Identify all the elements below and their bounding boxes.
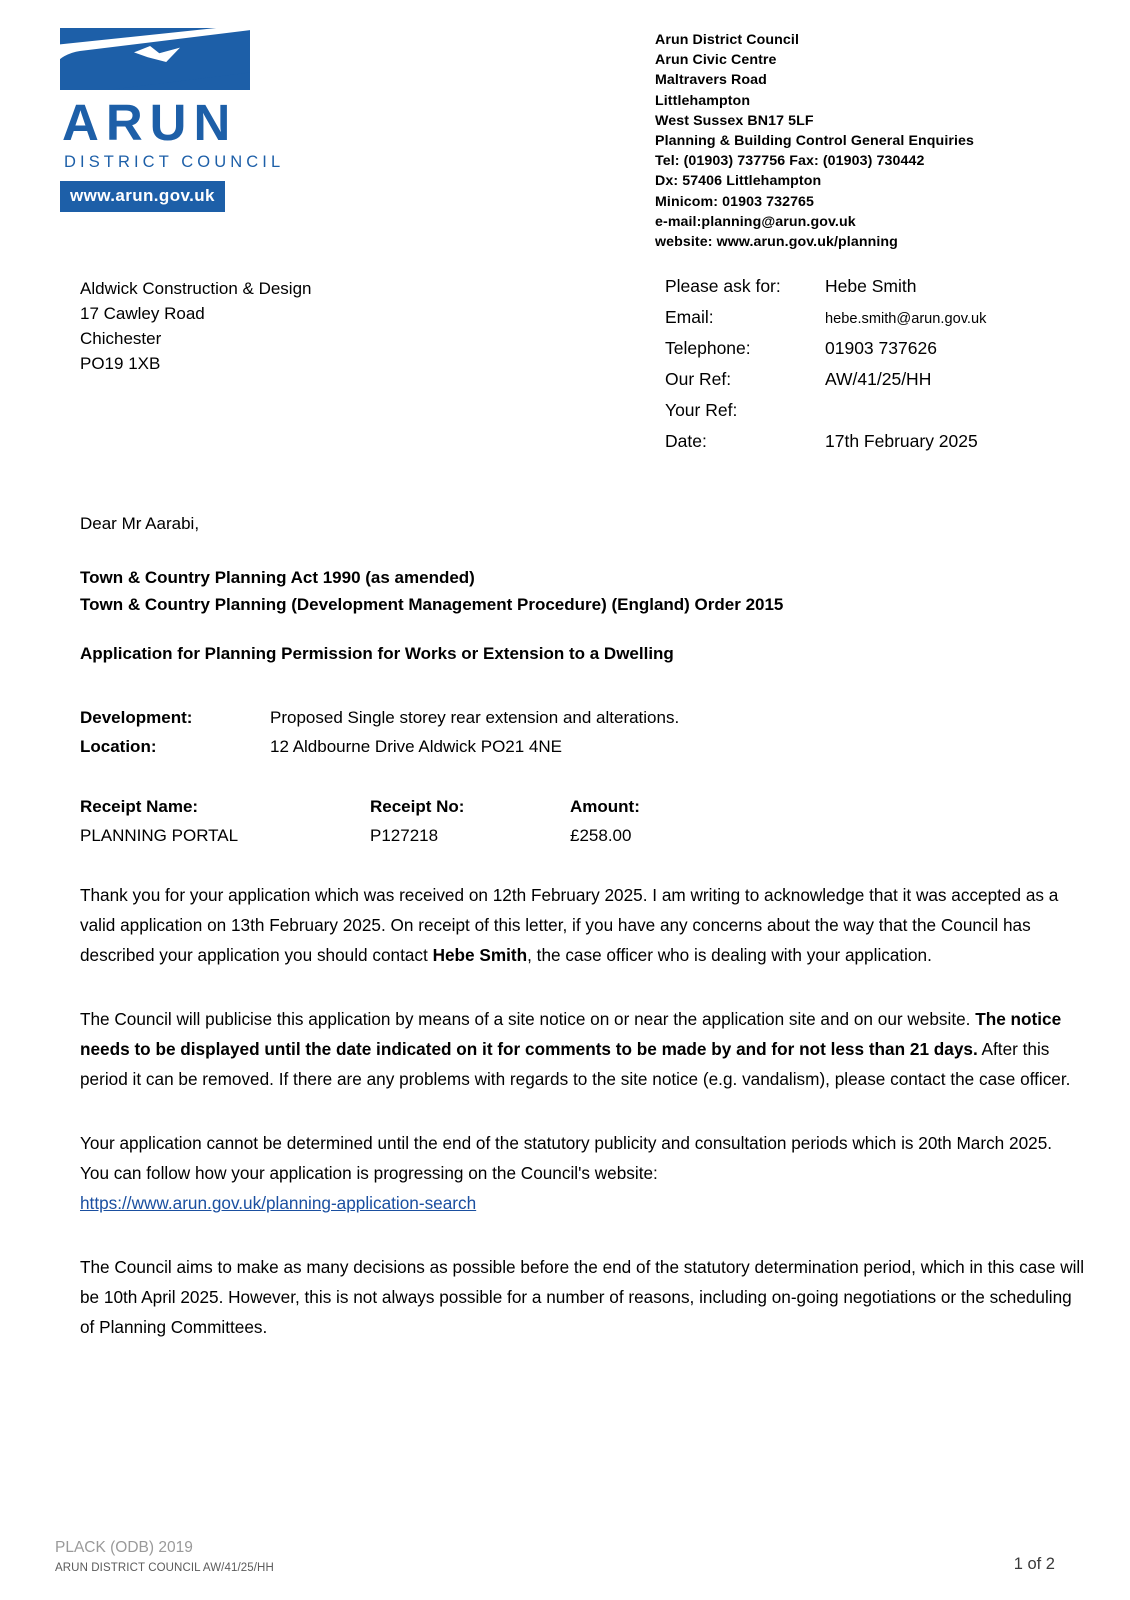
receipt-header-row [80, 797, 1085, 817]
logo-subtitle: DISTRICT COUNCIL [64, 152, 285, 171]
council-address-line: West Sussex BN17 5LF [655, 112, 814, 129]
meta-row-please-ask-for [665, 276, 1085, 297]
council-address-line: e-mail:planning@arun.gov.uk [655, 213, 856, 230]
site-notice-emphasis: The notice needs to be displayed until the date indicated on it for comments to be made by and for not less than 21 days. [80, 1009, 1062, 1060]
case-officer-name: Hebe Smith [432, 945, 528, 966]
meta-label: Our Ref: [665, 369, 732, 390]
receipt-value-number: P127218 [370, 826, 439, 846]
paragraph-text: After this period it can be removed. If there are any problems with regards to the site notice (e.g. vandalism), please contact the case officer. [80, 1039, 1071, 1090]
council-address-block [655, 28, 1085, 252]
meta-row-email [665, 307, 1085, 328]
legislation-block [80, 564, 1085, 618]
detail-key: Development: [80, 708, 193, 728]
addressee-line: PO19 1XB [80, 354, 161, 374]
letter-header [0, 0, 1130, 252]
receipt-header-name: Receipt Name: [80, 797, 199, 817]
receipt-table [80, 797, 1085, 846]
paragraph-acknowledgement [45, 880, 1085, 970]
detail-row-development [80, 708, 1085, 728]
legislation-line: Town & Country Planning Act 1990 (as amended) [80, 568, 475, 588]
paragraph-text: , the case officer who is dealing with your application. [527, 945, 932, 966]
addressee-line: Aldwick Construction & Design [80, 279, 312, 299]
meta-label: Your Ref: [665, 400, 738, 421]
footer-sub-reference: ARUN DISTRICT COUNCIL AW/41/25/HH [55, 1562, 274, 1574]
letter-footer [45, 1539, 1085, 1574]
detail-row-location [80, 737, 1085, 757]
council-address-line: Arun Civic Centre [655, 52, 777, 69]
council-address-line: Dx: 57406 Littlehampton [655, 173, 822, 190]
paragraph-text: Your application cannot be determined until the end of the statutory publicity and consultation periods which is 20th March 2025. You can follow how your application is progressing on the Council's website: [80, 1133, 1053, 1184]
council-address-line: Minicom: 01903 732765 [655, 193, 815, 210]
council-address-line: Planning & Building Control General Enquiries [655, 133, 975, 150]
meta-label: Date: [665, 431, 707, 452]
addressee-and-meta [0, 252, 1130, 462]
paragraph-publicity [45, 1004, 1085, 1094]
footer-left-block [45, 1539, 274, 1574]
receipt-value-name: PLANNING PORTAL [80, 826, 239, 846]
letter-meta-block [665, 276, 1085, 462]
meta-row-our-ref [665, 369, 1085, 390]
meta-value: 17th February 2025 [825, 431, 978, 452]
paragraph-text: Thank you for your application which was received on 12th February 2025. I am writing to acknowledge that it was accepted as a valid application on 13th February 2025. On receipt of this letter, if you have any concerns about the way that the Council has described your application you should contact [80, 885, 1059, 966]
receipt-header-number: Receipt No: [370, 797, 465, 817]
meta-row-date [665, 431, 1085, 452]
receipt-value-row [80, 826, 1085, 846]
meta-value: hebe.smith@arun.gov.uk [825, 311, 987, 328]
application-title: Application for Planning Permission for Works or Extension to a Dwelling [80, 644, 674, 664]
legislation-line: Town & Country Planning (Development Management Procedure) (England) Order 2015 [80, 595, 784, 615]
addressee-line: 17 Cawley Road [80, 304, 205, 324]
meta-label: Email: [665, 307, 714, 328]
meta-label: Please ask for: [665, 276, 781, 297]
application-details [80, 708, 1085, 757]
footer-reference: PLACK (ODB) 2019 [55, 1539, 193, 1556]
meta-row-telephone [665, 338, 1085, 359]
receipt-header-amount: Amount: [570, 797, 640, 817]
salutation: Dear Mr Aarabi, [80, 514, 200, 534]
council-address-line: Maltravers Road [655, 72, 767, 89]
arun-wave-icon [60, 28, 250, 90]
meta-label: Telephone: [665, 338, 751, 359]
council-address-line: Tel: (01903) 737756 Fax: (01903) 730442 [655, 153, 925, 170]
logo-wordmark: ARUN [62, 94, 238, 151]
paragraph-decisions: The Council aims to make as many decisions as possible before the end of the statutory determination period, which in this case will be 10th April 2025. However, this is not always possible for a number of reasons, including on-going negotiations or the scheduling of Planning Committees. [80, 1257, 1085, 1338]
addressee-block [45, 276, 605, 462]
council-address-line: Arun District Council [655, 32, 799, 48]
council-address-line: Littlehampton [655, 92, 751, 109]
planning-application-search-link[interactable]: https://www.arun.gov.uk/planning-application-search [80, 1193, 477, 1214]
meta-value: 01903 737626 [825, 338, 937, 359]
detail-value: 12 Aldbourne Drive Aldwick PO21 4NE [270, 737, 562, 757]
meta-value: Hebe Smith [825, 276, 917, 297]
detail-value: Proposed Single storey rear extension and alterations. [270, 708, 680, 728]
detail-key: Location: [80, 737, 157, 757]
paragraph-determination-period [45, 1128, 1085, 1218]
council-address-line: website: www.arun.gov.uk/planning [655, 234, 898, 251]
meta-value: AW/41/25/HH [825, 369, 932, 390]
paragraph-text: The Council will publicise this application by means of a site notice on or near the application site and on our website. [80, 1009, 976, 1030]
logo-website-badge: www.arun.gov.uk [60, 181, 225, 212]
meta-row-your-ref [665, 400, 1085, 421]
page-number: 1 of 2 [1013, 1555, 1055, 1573]
addressee-line: Chichester [80, 329, 162, 349]
council-logo [45, 28, 445, 212]
letter-body [0, 514, 1130, 1342]
receipt-value-amount: £258.00 [570, 826, 632, 846]
